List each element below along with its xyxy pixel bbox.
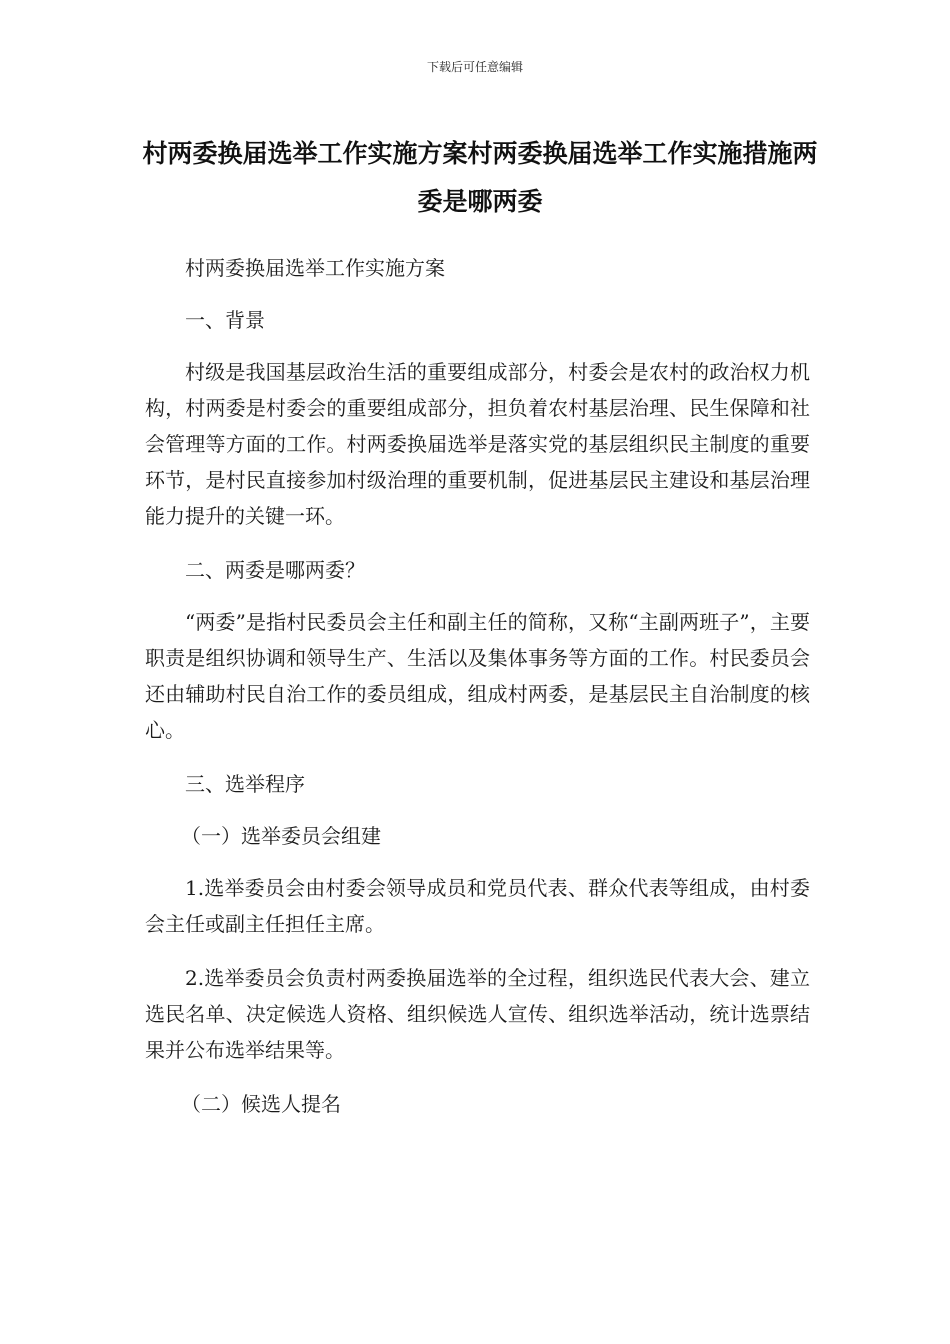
document-title: 村两委换届选举工作实施方案村两委换届选举工作实施措施两委是哪两委 bbox=[142, 139, 818, 216]
header-note: 下载后可任意编辑 bbox=[426, 60, 523, 74]
committee-item-1: 1.选举委员会由村委会领导成员和党员代表、群众代表等组成，由村委会主任或副主任担任主席。 bbox=[145, 876, 810, 936]
committee-item-2: 2.选举委员会负责村两委换届选举的全过程，组织选民代表大会、建立选民名单、决定候选人资格、组织候选人宣传、组织选举活动，统计选票结果并公布选举结果等。 bbox=[145, 966, 810, 1062]
section-heading-background: 一、背景 bbox=[185, 308, 265, 332]
subtitle-paragraph: 村两委换届选举工作实施方案 bbox=[185, 256, 445, 280]
section-heading-two-committees: 二、两委是哪两委？ bbox=[185, 558, 365, 582]
background-paragraph: 村级是我国基层政治生活的重要组成部分，村委会是农村的政治权力机构，村两委是村委会的重要组成部分，担负着农村基层治理、民生保障和社会管理等方面的工作。村两委换届选举是落实党的基层组织民主制度的重要环节，是村民直接参加村级治理的重要机制，促进基层民主建设和基层治理能力提升的关键一环。 bbox=[145, 360, 810, 528]
subsection-heading-nomination: （二）候选人提名 bbox=[181, 1092, 341, 1116]
subsection-heading-committee: （一）选举委员会组建 bbox=[181, 824, 381, 848]
document-body bbox=[145, 250, 810, 1138]
section-heading-election-procedure: 三、选举程序 bbox=[185, 772, 305, 796]
two-committees-paragraph: “两委”是指村民委员会主任和副主任的简称，又称“主副两班子”，主要职责是组织协调和领导生产、生活以及集体事务等方面的工作。村民委员会还由辅助村民自治工作的委员组成，组成村两委，是基层民主自治制度的核心。 bbox=[145, 610, 810, 742]
